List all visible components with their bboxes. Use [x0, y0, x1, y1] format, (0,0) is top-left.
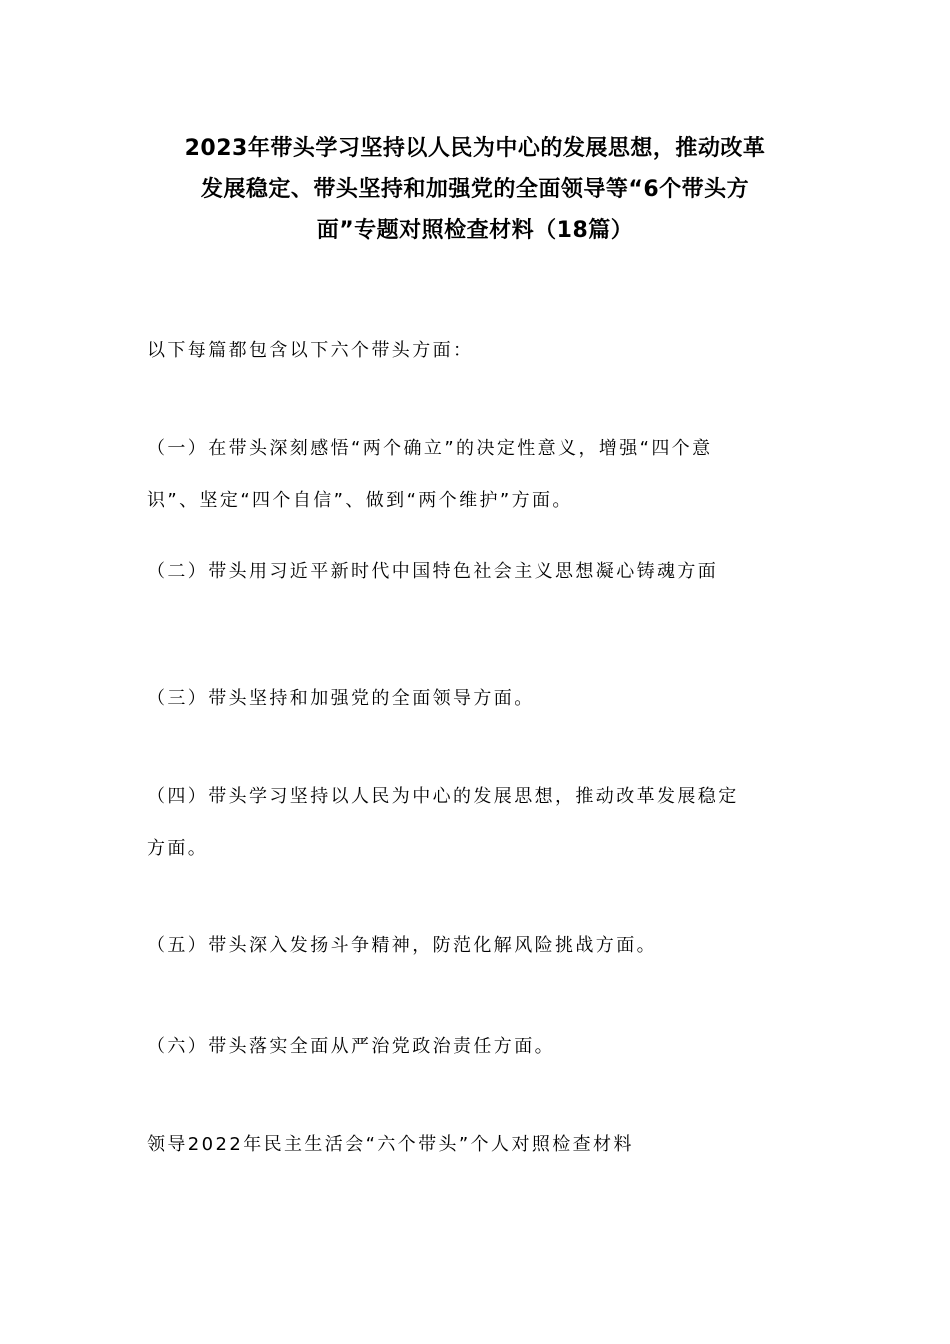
item-3-line-1: （三）带头坚持和加强党的全面领导方面。 — [147, 688, 535, 709]
item-6-paragraph — [147, 1021, 807, 1073]
item-5-line-1: （五）带头深入发扬斗争精神，防范化解风险挑战方面。 — [147, 935, 657, 956]
item-2-paragraph — [147, 546, 807, 598]
item-2-line-1: （二）带头用习近平新时代中国特色社会主义思想凝心铸魂方面 — [147, 561, 719, 582]
item-6-line-1: （六）带头落实全面从严治党政治责任方面。 — [147, 1036, 555, 1057]
title-line-3: 面”专题对照检查材料（18篇） — [316, 218, 634, 243]
intro-paragraph: 以下每篇都包含以下六个带头方面： — [147, 340, 474, 361]
item-4-paragraph — [147, 771, 807, 875]
item-1-line-2: 识”、坚定“四个自信”、做到“两个维护”方面。 — [147, 490, 573, 511]
item-4-line-1: （四）带头学习坚持以人民为中心的发展思想，推动改革发展稳定 — [147, 786, 739, 807]
item-1-line-1: （一）在带头深刻感悟“两个确立”的决定性意义，增强“四个意 — [147, 438, 713, 459]
title-line-2: 发展稳定、带头坚持和加强党的全面领导等“6个带头方 — [200, 177, 750, 202]
item-4-line-2: 方面。 — [147, 838, 209, 859]
item-3-paragraph — [147, 673, 807, 725]
item-5-paragraph — [147, 920, 807, 972]
document-title — [140, 128, 810, 251]
item-1-paragraph — [147, 423, 807, 527]
footer-heading: 领导2022年民主生活会“六个带头”个人对照检查材料 — [147, 1134, 634, 1155]
title-line-1: 2023年带头学习坚持以人民为中心的发展思想，推动改革 — [184, 136, 766, 161]
